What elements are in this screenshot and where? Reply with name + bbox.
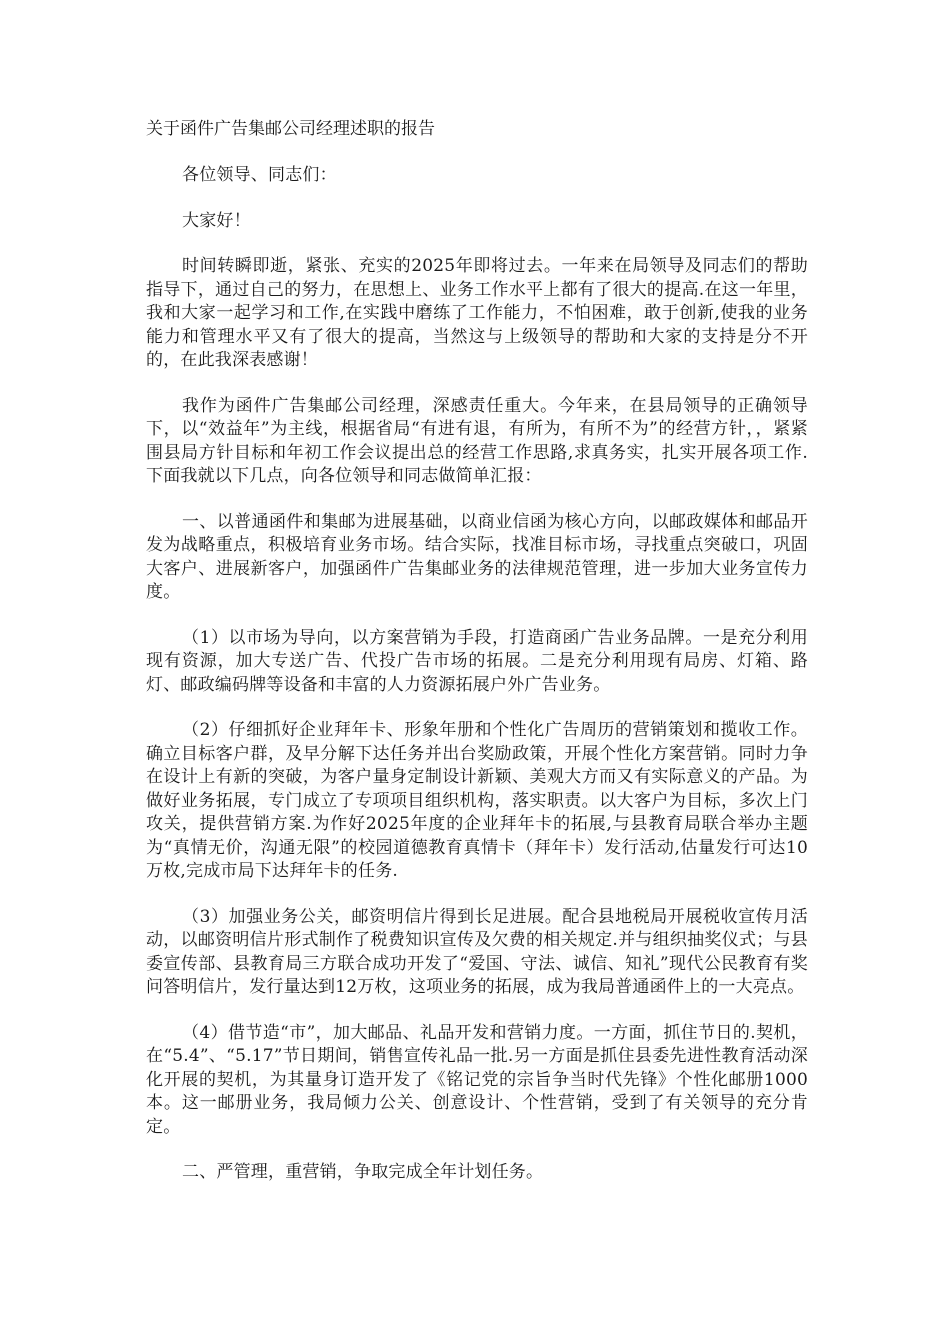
document-title: 关于函件广告集邮公司经理述职的报告 xyxy=(146,119,435,139)
item-4: （4）借节造“市”，加大邮品、礼品开发和营销力度。一方面，抓住节日的.契机，在“5.4”、“5.17”节日期间，销售宣传礼品一批.另一方面是抓住县委先进性教育活动深化开展的契机，为其量身订造开发了《铭记党的宗旨争当时代先锋》个性化邮册1000本。这一邮册业务，我局倾力公关、创意设计、个性营销，受到了有关领导的充分肯定。 xyxy=(146,1022,808,1137)
greeting: 大家好！ xyxy=(182,210,251,231)
item-2: （2）仔细抓好企业拜年卡、形象年册和个性化广告周历的营销策划和揽收工作。确立目标客户群，及早分解下达任务并出台奖励政策，开展个性化方案营销。同时力争在设计上有新的突破，为客户量身定制设计新颖、美观大方而又有实际意义的产品。为做好业务拓展，专门成立了专项项目组织机构，落实职责。以大客户为目标，多次上门攻关，提供营销方案.为作好2025年度的企业拜年卡的拓展,与县教育局联合举办主题为“真情无价，沟通无限”的校园道德教育真情卡（拜年卡）发行活动,估量发行可达10万枚,完成市局下达拜年卡的任务. xyxy=(146,720,808,881)
section-one-heading: 一、以普通函件和集邮为进展基础，以商业信函为核心方向，以邮政媒体和邮品开发为战略重点，积极培育业务市场。结合实际，找准目标市场，寻找重点突破口，巩固大客户、进展新客户，加强函件广告集邮业务的法律规范管理，进一步加大业务宣传力度。 xyxy=(146,511,808,602)
document-page xyxy=(146,118,808,1207)
section-two-heading: 二、严管理，重营销，争取完成全年计划任务。 xyxy=(182,1162,544,1182)
salutation: 各位领导、同志们： xyxy=(182,165,337,185)
item-3: （3）加强业务公关，邮资明信片得到长足进展。配合县地税局开展税收宣传月活动，以邮资明信片形式制作了税费知识宣传及欠费的相关规定.并与组织抽奖仪式；与县委宣传部、县教育局三方联合成功开发了“爱国、守法、诚信、知礼”现代公民教育有奖问答明信片，发行量达到12万枚，这项业务的拓展，成为我局普通函件上的一大亮点。 xyxy=(146,906,808,997)
item-1: （1）以市场为导向，以方案营销为手段，打造商函广告业务品牌。一是充分利用现有资源，加大专送广告、代投广告市场的拓展。二是充分利用现有局房、灯箱、路灯、邮政编码牌等设备和丰富的人力资源拓展户外广告业务。 xyxy=(146,627,808,695)
paragraph-intro: 时间转瞬即逝，紧张、充实的2025年即将过去。一年来在局领导及同志们的帮助指导下，通过自己的努力，在思想上、业务工作水平上都有了很大的提高.在这一年里，我和大家一起学习和工作,在实践中磨练了工作能力，不怕困难，敢于创新,使我的业务能力和管理水平又有了很大的提高，当然这与上级领导的帮助和大家的支持是分不开的，在此我深表感谢！ xyxy=(146,256,808,370)
paragraph-responsibility: 我作为函件广告集邮公司经理，深感责任重大。今年来，在县局领导的正确领导下，以“效益年”为主线，根据省局“有进有退，有所为，有所不为”的经营方针，，紧紧围县局方针目标和年初工作会议提出总的经营工作思路,求真务实，扎实开展各项工作.下面我就以下几点，向各位领导和同志做简单汇报： xyxy=(146,395,808,486)
